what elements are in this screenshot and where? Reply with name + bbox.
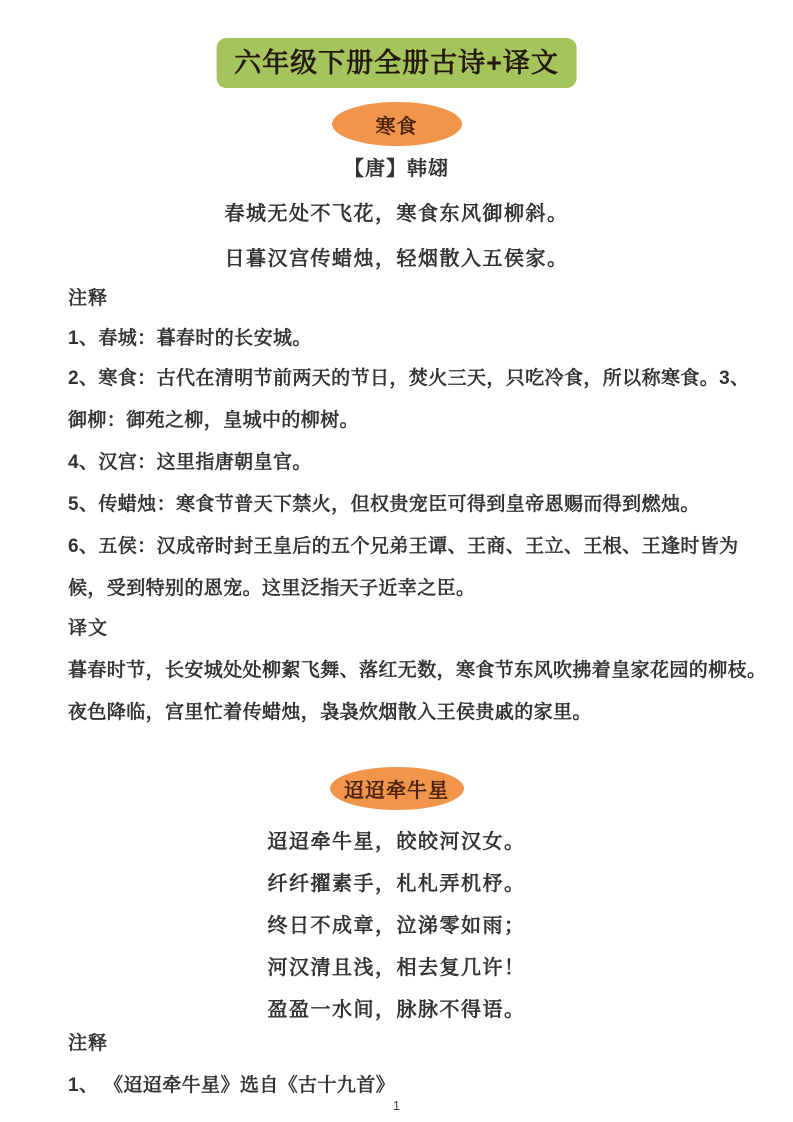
poem-badge-tiaotiao: [330, 767, 464, 810]
translation-line: 暮春时节，长安城处处柳絮飞舞、落红无数，寒食节东风吹拂着皇家花园的柳枝。: [68, 660, 767, 681]
note-line: 候，受到特别的恩宠。这里泛指天子近幸之臣。: [68, 578, 476, 599]
poem-badge-hanshi: [332, 102, 462, 146]
notes-heading: 注释: [68, 1033, 109, 1054]
note-line: 1、 《迢迢牵牛星》选自《古十九首》: [68, 1075, 396, 1096]
document-title-banner: [216, 38, 577, 88]
poem-line: 春城无处不飞花，寒食东风御柳斜。: [224, 203, 569, 225]
poem-line: 纤纤擢素手，札札弄机杼。: [267, 873, 526, 895]
note-line: 6、五侯：汉成帝时封王皇后的五个兄弟王谭、王商、王立、王根、王逢时皆为: [68, 536, 739, 557]
poem-line: 迢迢牵牛星，皎皎河汉女。: [267, 831, 526, 853]
poem-line: 日暮汉宫传蜡烛，轻烟散入五侯家。: [224, 248, 569, 270]
note-line: 2、寒食：古代在清明节前两天的节日，焚火三天，只吃冷食，所以称寒食。3、: [68, 368, 750, 389]
translation-line: 夜色降临，宫里忙着传蜡烛，袅袅炊烟散入王侯贵戚的家里。: [68, 702, 592, 723]
poem-badge-label: 寒食: [375, 115, 418, 138]
poem-line: 终日不成章，泣涕零如雨；: [267, 915, 526, 937]
poem-line: 河汉清且浅，相去复几许！: [267, 957, 526, 979]
note-line: 4、汉宫：这里指唐朝皇官。: [68, 452, 312, 473]
note-line: 5、传蜡烛：寒食节普天下禁火，但权贵宠臣可得到皇帝恩赐而得到燃烛。: [68, 494, 700, 515]
note-line: 1、春城：暮春时的长安城。: [68, 328, 312, 349]
document-title: 六年级下册全册古诗+译文: [234, 48, 559, 78]
poem-line: 盈盈一水间，脉脉不得语。: [267, 999, 526, 1021]
page-number: 1: [392, 1098, 401, 1113]
notes-heading: 注释: [68, 288, 109, 309]
poem-badge-label: 迢迢牵牛星: [344, 780, 449, 802]
translation-heading: 译文: [68, 618, 109, 639]
poem-author: 【唐】韩翃: [344, 158, 449, 180]
note-line: 御柳：御苑之柳，皇城中的柳树。: [68, 410, 360, 431]
